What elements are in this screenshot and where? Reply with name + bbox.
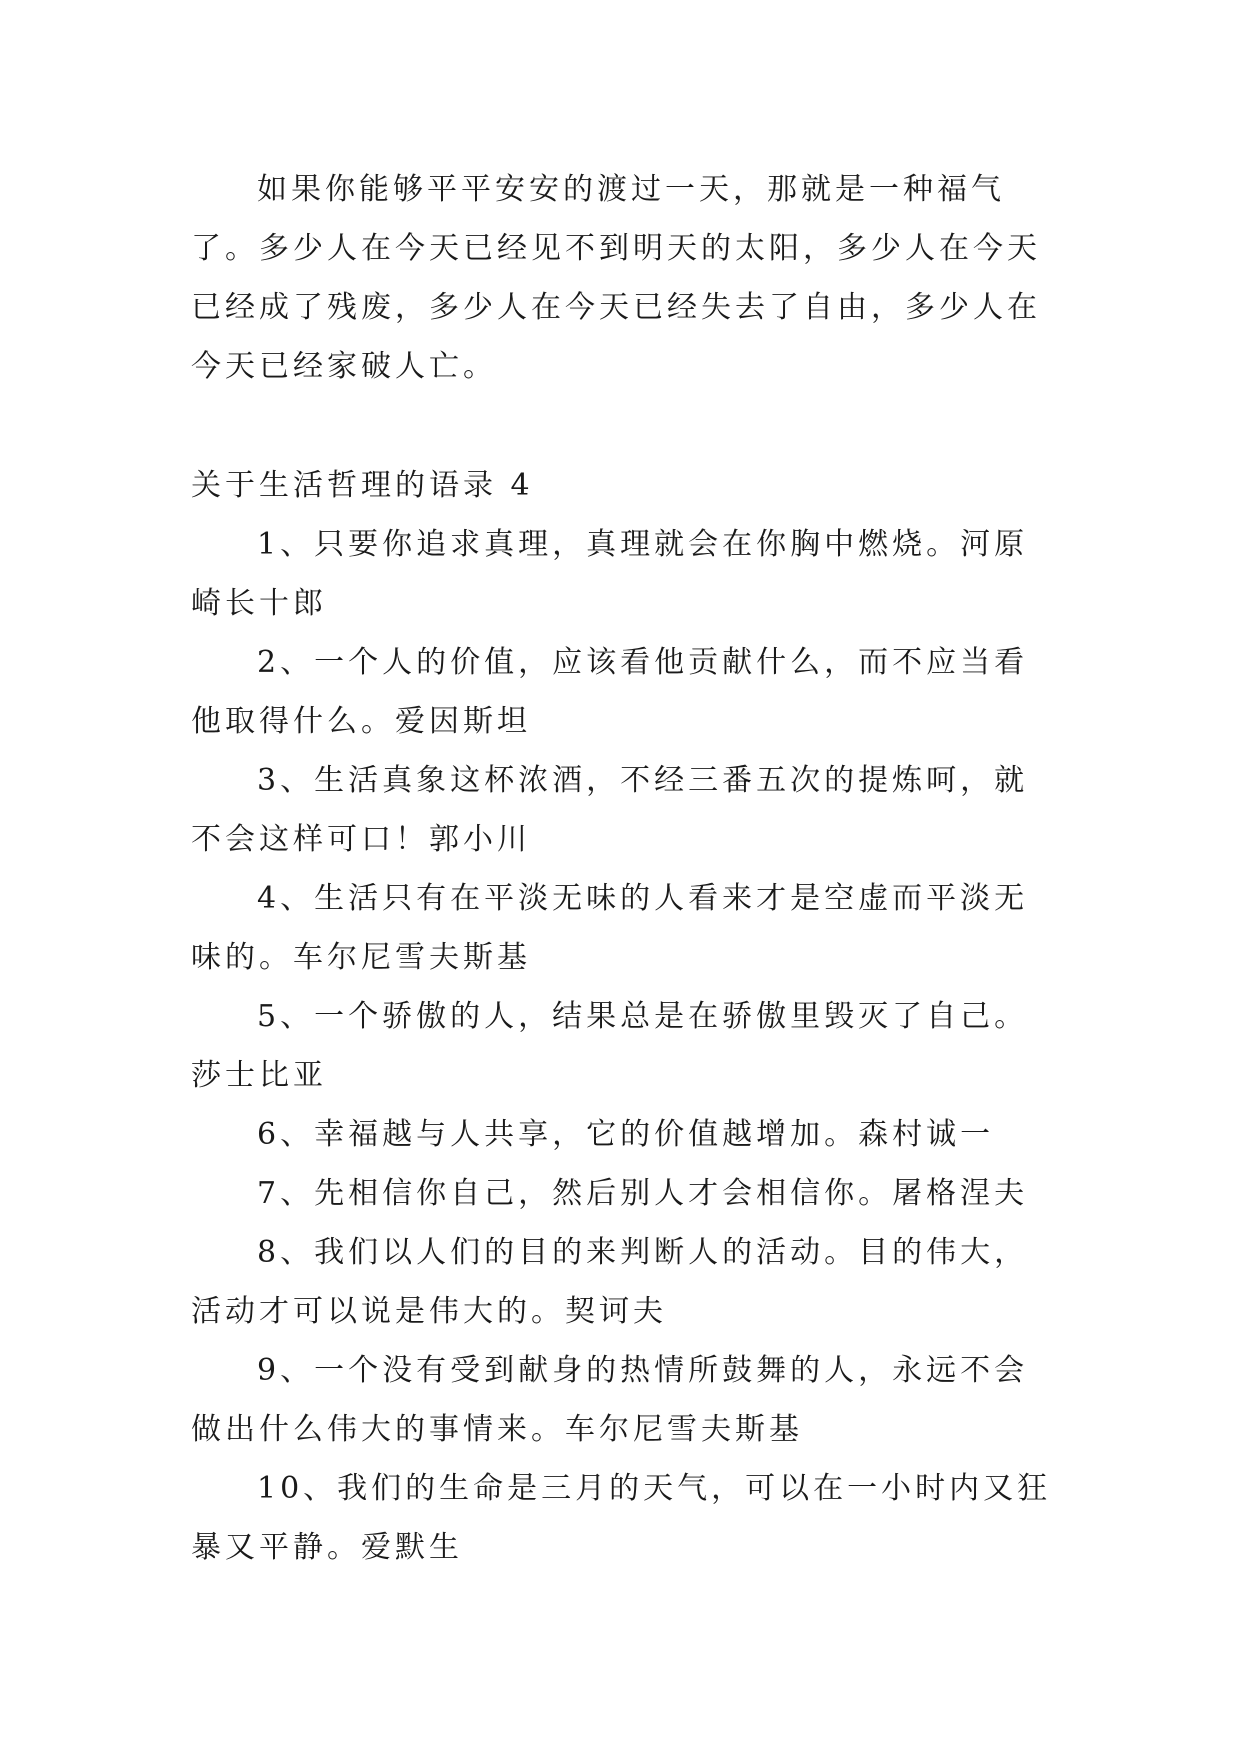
quote-item: 9、一个没有受到献身的热情所鼓舞的人，永远不会做出什么伟大的事情来。车尔尼雪夫斯基 xyxy=(191,1353,1029,1447)
quote-item: 1、只要你追求真理，真理就会在你胸中燃烧。河原崎长十郎 xyxy=(191,527,1029,621)
quote-item: 10、我们的生命是三月的天气，可以在一小时内又狂暴又平静。爱默生 xyxy=(191,1471,1052,1565)
quote-item: 3、生活真象这杯浓酒，不经三番五次的提炼呵，就不会这样可口！郭小川 xyxy=(191,763,1029,857)
quote-item: 6、幸福越与人共享，它的价值越增加。森村诚一 xyxy=(257,1117,995,1152)
section-title: 关于生活哲理的语录 4 xyxy=(191,468,534,503)
quote-item: 2、一个人的价值，应该看他贡献什么，而不应当看他取得什么。爱因斯坦 xyxy=(191,645,1029,739)
quote-item: 7、先相信你自己，然后别人才会相信你。屠格涅夫 xyxy=(257,1176,1029,1211)
document-body xyxy=(191,160,1061,1577)
intro-paragraph: 如果你能够平平安安的渡过一天，那就是一种福气了。多少人在今天已经见不到明天的太阳，多少人在今天已经成了残废，多少人在今天已经失去了自由，多少人在今天已经家破人亡。 xyxy=(191,172,1041,384)
quote-item: 5、一个骄傲的人，结果总是在骄傲里毁灭了自己。莎士比亚 xyxy=(191,999,1029,1093)
quote-item: 4、生活只有在平淡无味的人看来才是空虚而平淡无味的。车尔尼雪夫斯基 xyxy=(191,881,1029,975)
quote-item: 8、我们以人们的目的来判断人的活动。目的伟大，活动才可以说是伟大的。契诃夫 xyxy=(191,1235,1029,1329)
